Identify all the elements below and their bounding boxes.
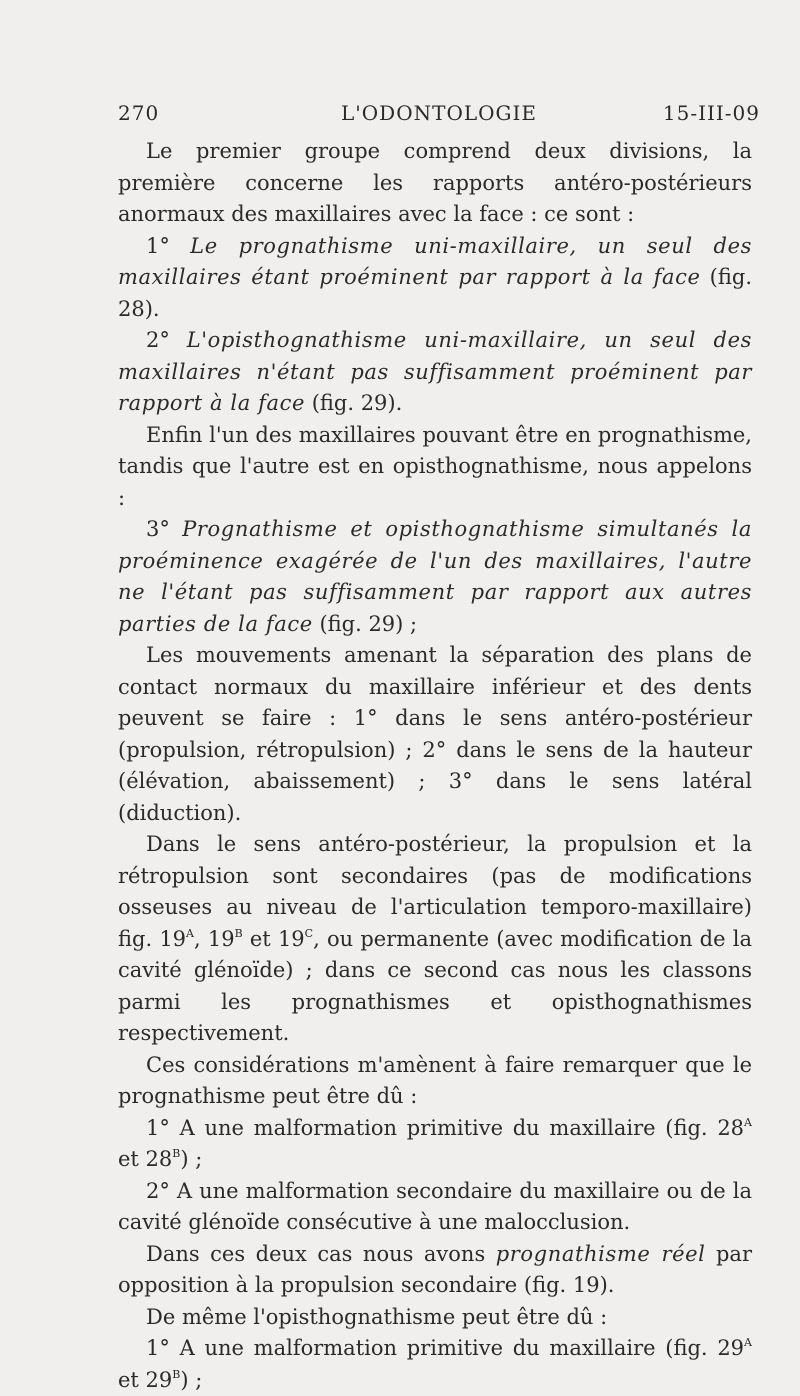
italic-text: prognathisme réel [495,1241,706,1266]
text-run: Ces considérations m'amènent à faire remarquer que le prognathisme peut être dû : [118,1052,752,1108]
text-run: 3° [146,517,183,541]
text-run: Dans le sens antéro-postérieur, la propulsion et la rétropulsion sont secondaires (pas de modifications osseuses au niveau de l'articulation temporo-maxillaire) fig. 19 [118,832,752,951]
text-run: 2° [146,328,187,352]
superscript: A [744,1115,752,1129]
text-run: , ou permanente (avec modification de la cavité glénoïde) ; dans ce second cas nous les classons parmi les prognathismes et opisthognathismes respectivement. [118,926,752,1045]
text-run: (fig. 29) ; [312,611,418,636]
paragraph [118,231,752,326]
paragraph [118,1333,752,1396]
text-run: ) ; [180,1367,203,1392]
text-run: Enfin l'un des maxillaires pouvant être en prognathisme, tandis que l'autre est en opisthognathisme, nous appelons : [118,422,752,510]
superscript: B [172,1147,181,1160]
paragraph [118,1050,752,1113]
paragraph [118,514,752,640]
superscript: A [186,926,194,940]
text-run: De même l'opisthognathisme peut être dû : [146,1304,608,1329]
paragraph [118,136,752,231]
text-run: et 29 [118,1367,173,1392]
text-run: ) ; [180,1147,203,1171]
issue-date: 15-III-09 [662,101,760,125]
italic-text: Le prognathisme uni-maxillaire, un seul des maxillaires étant proéminent par rapport à la face [118,233,752,289]
superscript: B [234,926,243,940]
text-run: Les mouvements amenant la séparation des plans de contact normaux du maxillaire inférieur et des dents peuvent se faire : 1° dans le sens antéro-postérieur (propulsion, rétropulsion) ; 2° dans le sens de la hauteur (élévation, abaissement) ; 3° dans le sens latéral (diduction). [118,643,752,825]
paragraph [118,1239,752,1302]
paragraph [118,420,752,515]
paragraph [118,640,752,829]
italic-text: Prognathisme et opisthognathisme simultanés la proéminence exagérée de l'un des maxillaires, l'autre ne l'étant pas suffisamment par rapport aux autres parties de la face [118,517,752,636]
text-run: (fig. 28). [118,265,752,321]
paragraph [118,1113,752,1176]
text-run: et 19 [242,926,305,951]
text-run: Dans ces deux cas nous avons [146,1241,496,1266]
text-run: (fig. 29). [305,391,403,415]
paragraph [118,829,752,1050]
superscript: C [304,926,314,940]
body-text [118,136,752,1396]
paragraph [118,325,752,420]
italic-text: L'opisthognathisme uni-maxillaire, un seul des maxillaires n'étant pas suffisamment proéminent par rapport à la face [118,328,752,415]
text-run: et 28 [118,1147,173,1171]
text-run: Le premier groupe comprend deux divisions, la première concerne les rapports antéro-postérieurs anormaux des maxillaires avec la face : ce sont : [118,139,752,226]
text-run: 1° [146,233,191,258]
superscript: A [744,1336,752,1349]
journal-title: L'ODONTOLOGIE [341,101,537,125]
superscript: B [172,1367,181,1381]
text-run: 1° A une malformation primitive du maxillaire (fig. 29 [146,1336,745,1360]
text-run: 1° A une malformation primitive du maxillaire (fig. 28 [146,1115,745,1140]
text-run: , 19 [194,926,235,951]
paragraph [118,1176,752,1239]
text-run: par opposition à la propulsion secondaire (fig. 19). [118,1241,752,1297]
paragraph [118,1302,752,1334]
text-run: 2° A une malformation secondaire du maxillaire ou de la cavité glénoïde consécutive à une malocclusion. [118,1178,752,1234]
page-number: 270 [118,101,160,125]
